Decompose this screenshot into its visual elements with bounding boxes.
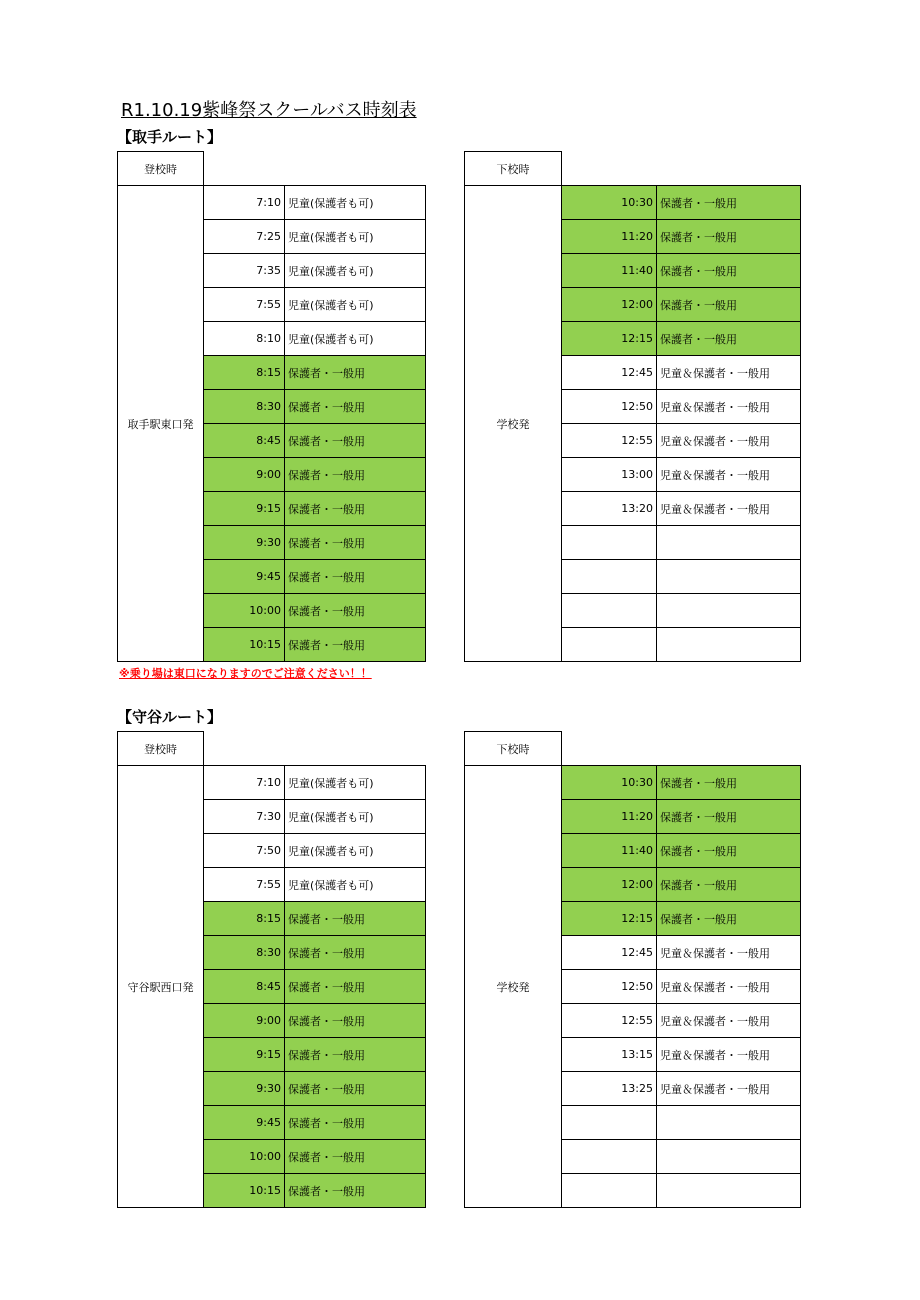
departure-time: 12:55 <box>562 1004 657 1038</box>
departure-time: 10:15 <box>204 628 285 662</box>
route-title-moriya: 【守谷ルート】 <box>117 708 223 726</box>
passenger-type: 児童＆保護者・一般用 <box>657 424 801 458</box>
column-header: 登校時 <box>118 152 204 186</box>
page-title: R1.10.19紫峰祭スクールバス時刻表 <box>121 100 417 121</box>
departure-time: 10:15 <box>204 1174 285 1208</box>
passenger-type: 保護者・一般用 <box>657 868 801 902</box>
passenger-type: 児童(保護者も可) <box>285 288 426 322</box>
departure-time: 9:00 <box>204 458 285 492</box>
departure-time: 12:45 <box>562 356 657 390</box>
passenger-type: 保護者・一般用 <box>285 594 426 628</box>
toride-departure-table <box>117 151 426 662</box>
departure-time: 10:00 <box>204 1140 285 1174</box>
header-spacer <box>204 152 426 186</box>
departure-time: 8:15 <box>204 902 285 936</box>
table-row <box>465 186 801 220</box>
passenger-type: 児童＆保護者・一般用 <box>657 1004 801 1038</box>
toride-return-table <box>464 151 801 662</box>
boarding-notice: ※乗り場は東口になりますのでご注意ください！！ <box>119 667 372 680</box>
departure-time: 12:15 <box>562 902 657 936</box>
departure-time: 13:00 <box>562 458 657 492</box>
passenger-type: 児童(保護者も可) <box>285 868 426 902</box>
header-spacer <box>204 732 426 766</box>
departure-time: 11:20 <box>562 800 657 834</box>
passenger-type <box>657 594 801 628</box>
passenger-type: 保護者・一般用 <box>285 458 426 492</box>
passenger-type: 保護者・一般用 <box>285 1072 426 1106</box>
departure-time: 8:30 <box>204 936 285 970</box>
departure-time: 9:15 <box>204 492 285 526</box>
passenger-type: 保護者・一般用 <box>285 424 426 458</box>
departure-time: 12:00 <box>562 288 657 322</box>
departure-time: 12:55 <box>562 424 657 458</box>
passenger-type <box>657 526 801 560</box>
departure-time: 8:15 <box>204 356 285 390</box>
departure-time: 8:45 <box>204 970 285 1004</box>
passenger-type: 児童＆保護者・一般用 <box>657 492 801 526</box>
departure-time: 11:40 <box>562 254 657 288</box>
moriya-departure-table <box>117 731 426 1208</box>
header-row <box>118 732 426 766</box>
departure-time <box>562 628 657 662</box>
departure-station: 学校発 <box>465 186 562 662</box>
passenger-type: 保護者・一般用 <box>657 800 801 834</box>
departure-time: 7:55 <box>204 868 285 902</box>
column-header: 下校時 <box>465 152 562 186</box>
departure-time: 10:30 <box>562 766 657 800</box>
passenger-type: 児童＆保護者・一般用 <box>657 936 801 970</box>
departure-time: 12:50 <box>562 390 657 424</box>
passenger-type: 保護者・一般用 <box>657 766 801 800</box>
departure-time <box>562 1174 657 1208</box>
header-row <box>465 152 801 186</box>
passenger-type: 保護者・一般用 <box>657 186 801 220</box>
header-spacer <box>562 732 801 766</box>
departure-time: 9:00 <box>204 1004 285 1038</box>
passenger-type: 児童＆保護者・一般用 <box>657 390 801 424</box>
table-row <box>118 766 426 800</box>
passenger-type: 保護者・一般用 <box>285 390 426 424</box>
table-row <box>118 186 426 220</box>
departure-time: 12:50 <box>562 970 657 1004</box>
passenger-type: 児童(保護者も可) <box>285 254 426 288</box>
departure-time: 7:50 <box>204 834 285 868</box>
departure-time: 9:45 <box>204 1106 285 1140</box>
passenger-type: 児童＆保護者・一般用 <box>657 1038 801 1072</box>
departure-time: 9:15 <box>204 1038 285 1072</box>
departure-time: 13:20 <box>562 492 657 526</box>
departure-time: 11:20 <box>562 220 657 254</box>
passenger-type: 児童(保護者も可) <box>285 220 426 254</box>
passenger-type <box>657 1140 801 1174</box>
departure-time: 7:10 <box>204 766 285 800</box>
departure-time: 7:30 <box>204 800 285 834</box>
departure-time: 9:30 <box>204 1072 285 1106</box>
departure-station: 学校発 <box>465 766 562 1208</box>
column-header: 登校時 <box>118 732 204 766</box>
passenger-type: 保護者・一般用 <box>657 254 801 288</box>
passenger-type: 児童(保護者も可) <box>285 834 426 868</box>
passenger-type: 保護者・一般用 <box>285 1140 426 1174</box>
passenger-type: 保護者・一般用 <box>657 288 801 322</box>
departure-time: 9:30 <box>204 526 285 560</box>
header-row <box>465 732 801 766</box>
departure-time: 13:25 <box>562 1072 657 1106</box>
departure-time: 12:15 <box>562 322 657 356</box>
passenger-type: 保護者・一般用 <box>285 526 426 560</box>
passenger-type: 保護者・一般用 <box>285 1038 426 1072</box>
departure-time: 12:00 <box>562 868 657 902</box>
header-row <box>118 152 426 186</box>
passenger-type: 児童(保護者も可) <box>285 766 426 800</box>
departure-time: 9:45 <box>204 560 285 594</box>
passenger-type: 保護者・一般用 <box>285 902 426 936</box>
column-header: 下校時 <box>465 732 562 766</box>
departure-station: 守谷駅西口発 <box>118 766 204 1208</box>
departure-time <box>562 1140 657 1174</box>
passenger-type: 保護者・一般用 <box>285 1004 426 1038</box>
passenger-type: 保護者・一般用 <box>657 322 801 356</box>
departure-time: 10:00 <box>204 594 285 628</box>
departure-time: 8:30 <box>204 390 285 424</box>
passenger-type <box>657 1174 801 1208</box>
passenger-type: 児童(保護者も可) <box>285 800 426 834</box>
passenger-type: 保護者・一般用 <box>285 970 426 1004</box>
passenger-type: 児童＆保護者・一般用 <box>657 458 801 492</box>
departure-time <box>562 594 657 628</box>
passenger-type: 児童＆保護者・一般用 <box>657 1072 801 1106</box>
passenger-type: 保護者・一般用 <box>657 220 801 254</box>
departure-time: 11:40 <box>562 834 657 868</box>
departure-time <box>562 560 657 594</box>
passenger-type: 児童(保護者も可) <box>285 322 426 356</box>
header-spacer <box>562 152 801 186</box>
passenger-type <box>657 628 801 662</box>
departure-time: 8:10 <box>204 322 285 356</box>
passenger-type: 児童(保護者も可) <box>285 186 426 220</box>
passenger-type <box>657 560 801 594</box>
passenger-type: 保護者・一般用 <box>285 492 426 526</box>
departure-time: 12:45 <box>562 936 657 970</box>
departure-time: 10:30 <box>562 186 657 220</box>
passenger-type: 保護者・一般用 <box>285 356 426 390</box>
passenger-type <box>657 1106 801 1140</box>
route-title-toride: 【取手ルート】 <box>117 128 223 146</box>
passenger-type: 保護者・一般用 <box>285 628 426 662</box>
departure-station: 取手駅東口発 <box>118 186 204 662</box>
departure-time: 7:35 <box>204 254 285 288</box>
passenger-type: 保護者・一般用 <box>285 1174 426 1208</box>
departure-time <box>562 526 657 560</box>
passenger-type: 保護者・一般用 <box>285 936 426 970</box>
passenger-type: 児童＆保護者・一般用 <box>657 970 801 1004</box>
departure-time: 7:10 <box>204 186 285 220</box>
moriya-return-table <box>464 731 801 1208</box>
departure-time: 8:45 <box>204 424 285 458</box>
departure-time <box>562 1106 657 1140</box>
passenger-type: 児童＆保護者・一般用 <box>657 356 801 390</box>
departure-time: 7:25 <box>204 220 285 254</box>
passenger-type: 保護者・一般用 <box>285 560 426 594</box>
departure-time: 13:15 <box>562 1038 657 1072</box>
passenger-type: 保護者・一般用 <box>657 834 801 868</box>
passenger-type: 保護者・一般用 <box>285 1106 426 1140</box>
passenger-type: 保護者・一般用 <box>657 902 801 936</box>
departure-time: 7:55 <box>204 288 285 322</box>
table-row <box>465 766 801 800</box>
